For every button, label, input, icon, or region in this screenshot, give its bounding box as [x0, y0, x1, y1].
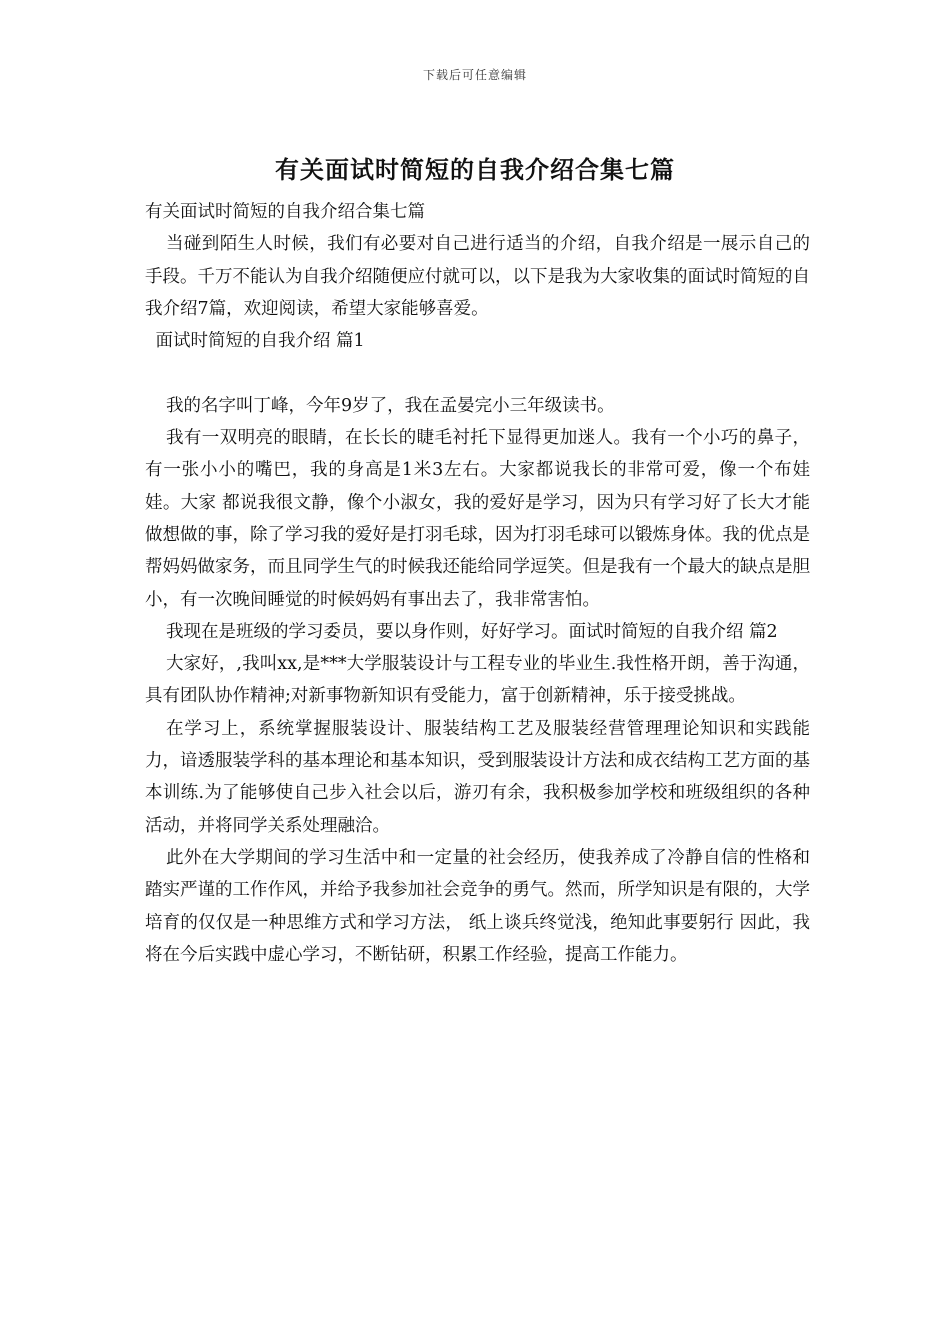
paragraph-6: 此外在大学期间的学习生活中和一定量的社会经历，使我养成了冷静自信的性格和踏实严谨的工作作风，并给予我参加社会竞争的勇气。然而，所学知识是有限的，大学培育的仅仅是一种思维方式和学习方法， 纸上谈兵终觉浅，绝知此事要躬行 因此，我将在今后实践中虚心学习，不断钻研，积累工作经验，提高工作能力。 [145, 847, 810, 965]
page-header-note: 下载后可任意编辑 [422, 68, 527, 82]
section-heading-1: 面试时简短的自我介绍 篇1 [155, 331, 365, 352]
paragraph-4: 大家好，,我叫xx,是***大学服装设计与工程专业的毕业生.我性格开朗，善于沟通，具有团队协作精神;对新事物新知识有受能力，富于创新精神，乐于接受挑战。 [145, 654, 810, 707]
blank-line [145, 357, 810, 389]
paragraph-1: 我的名字叫丁峰，今年9岁了，我在孟晏完小三年级读书。 [166, 395, 615, 416]
paragraph-2: 我有一双明亮的眼睛，在长长的睫毛衬托下显得更加迷人。我有一个小巧的鼻子，有一张小小的嘴巴，我的身高是1米3左右。大家都说我长的非常可爱，像一个布娃娃。大家 都说我很文静，像个小淑女，我的爱好是学习，因为只有学习好了长大才能做想做的事，除了学习我的爱好是打羽毛球，因为打羽毛球可以锻炼身体。我的优点是帮妈妈做家务，而且同学生气的时候我还能给同学逗笑。但是我有一个最大的缺点是胆小，有一次晚间睡觉的时候妈妈有事出去了，我非常害怕。 [145, 428, 810, 610]
paragraph-5: 在学习上，系统掌握服装设计、服装结构工艺及服装经营管理理论知识和实践能力，谙透服装学科的基本理论和基本知识，受到服装设计方法和成衣结构工艺方面的基本训练.为了能够使自己步入社会以后，游刃有余，我积极参加学校和班级组织的各种活动，并将同学关系处理融洽。 [145, 718, 810, 836]
document-title: 有关面试时简短的自我介绍合集七篇 [275, 155, 675, 184]
document-body [145, 196, 810, 971]
intro-paragraph: 当碰到陌生人时候，我们有必要对自己进行适当的介绍，自我介绍是一展示自己的手段。千万不能认为自我介绍随便应付就可以，以下是我为大家收集的面试时简短的自我介绍7篇，欢迎阅读，希望大家能够喜爱。 [145, 234, 810, 319]
paragraph-3: 我现在是班级的学习委员，要以身作则，好好学习。面试时简短的自我介绍 篇2 [166, 621, 778, 642]
document-subtitle: 有关面试时简短的自我介绍合集七篇 [145, 202, 425, 222]
